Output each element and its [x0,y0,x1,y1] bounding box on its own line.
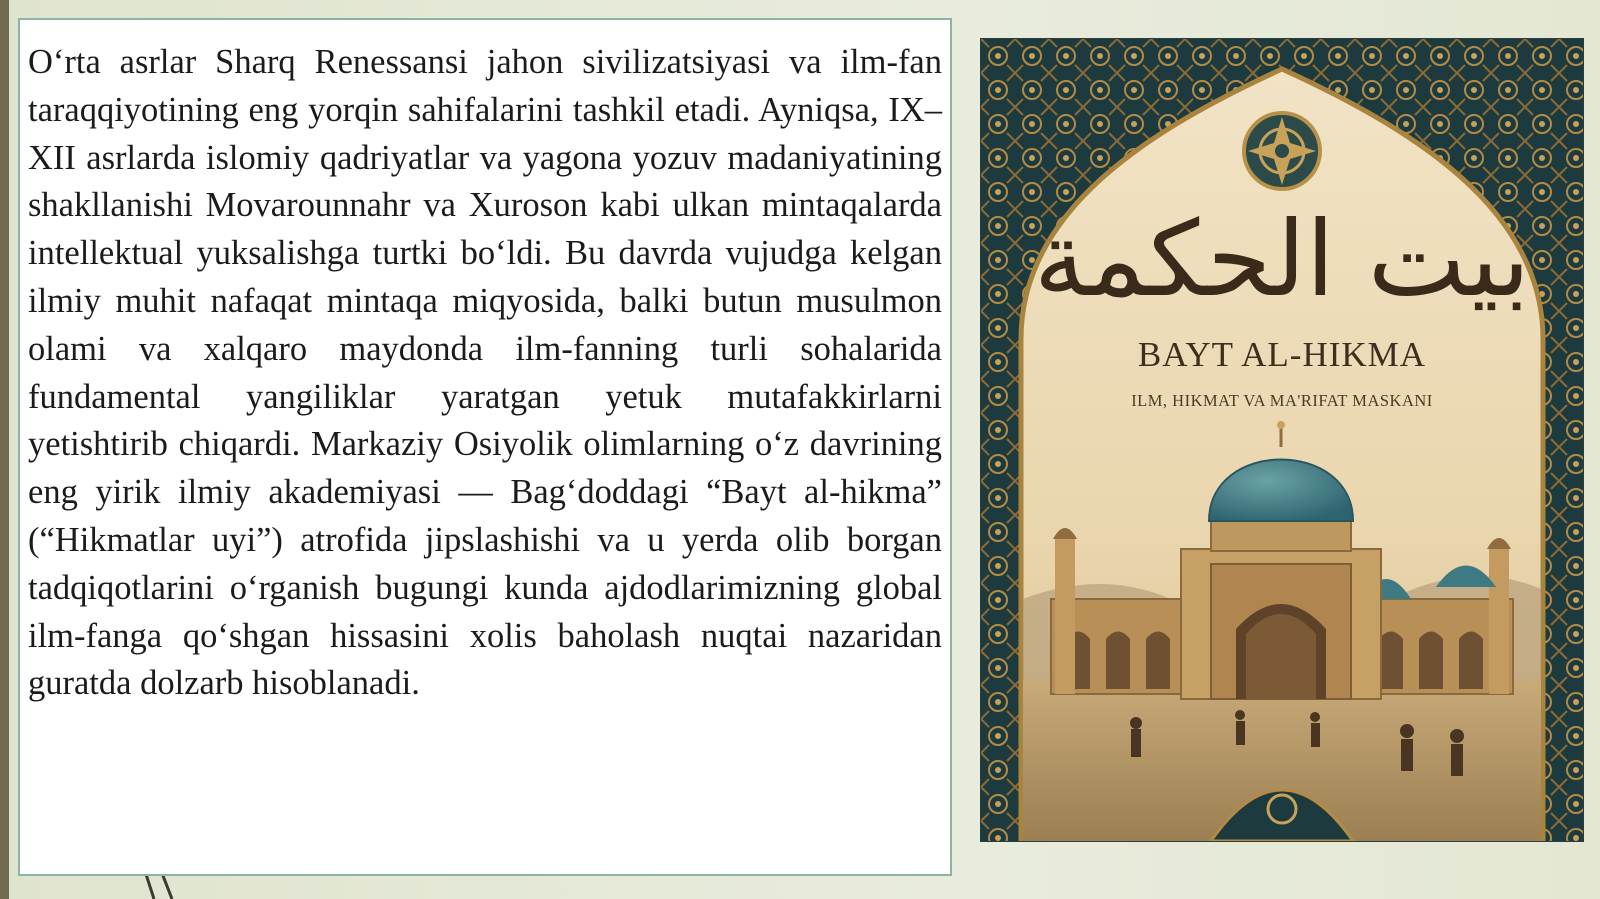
cover-subtitle: ILM, HIKMAT VA MA'RIFAT MASKANI [1131,391,1433,410]
left-accent-bar [0,0,9,899]
cover-title: BAYT AL-HIKMA [1137,335,1427,374]
body-paragraph: O‘rta asrlar Sharq Renessansi jahon sivilizatsiyasi va ilm-fan taraqqiyotining eng yorqin sahifalarini tashkil etadi. Ayniqsa, IX–XII asrlarda islomiy qadriyatlar va yagona yozuv madaniyatining shakllanishi Movarounnahr va Xuroson kabi ulkan mintaqalarda intellektual yuksalishga turtki bo‘ldi. Bu davrda vujudga kelgan ilmiy muhit nafaqat mintaqa miqyosida, balki butun musulmon olami va xalqaro maydonda ilm-fanning turli sohalarida fundamental yangiliklar yaratgan yetuk mutafakkirlarni yetishtirib chiqardi. Markaziy Osiyolik olimlarning o‘z davrining eng yirik ilmiy akademiyasi — Bag‘doddagi “Bayt al-hikma” (“Hikmatlar uyi”) atrofida jipslashishi va u yerda olib borgan tadqiqotlarini o‘rganish bugungi kunda ajdodlarimizning global ilm-fanga qo‘shgan hissasini xolis baholash nuqtai nazaridan guratda dolzarb hisoblanadi. [28,43,942,703]
cover-arabic-title: بيت الحكمة [1033,198,1531,320]
book-cover-image [981,39,1583,841]
cover-illustration [981,39,1583,841]
